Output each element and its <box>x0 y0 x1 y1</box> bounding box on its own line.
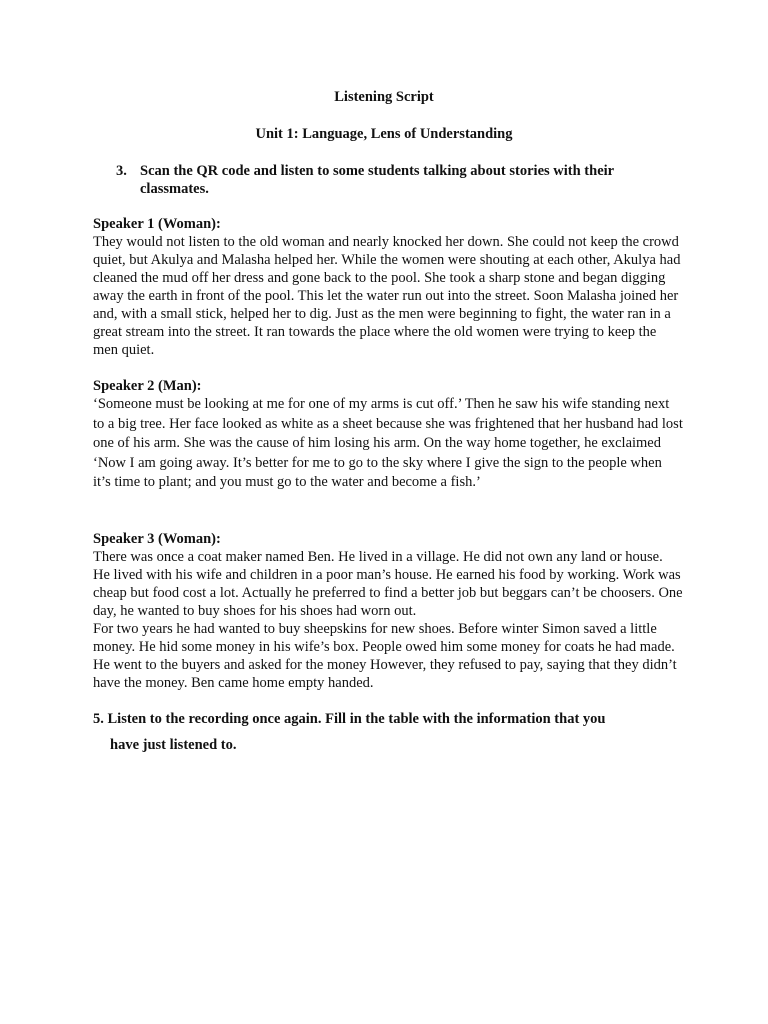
speaker-2-heading: Speaker 2 (Man): <box>93 378 202 394</box>
question-5 <box>93 706 683 758</box>
question-3-text: Scan the QR code and listen to some students talking about stories with their classmates. <box>140 163 614 197</box>
speaker-3-heading: Speaker 3 (Woman): <box>93 531 221 547</box>
speaker-3-section <box>93 530 683 692</box>
speaker-3-text-part-1: There was once a coat maker named Ben. He lived in a village. He did not own any land or house. He lived with his wife and children in a poor man’s house. He earned his food by working. Work was cheap but food cost a lot. Actually he preferred to find a better job but beggars can’t be choosers. One day, he wanted to buy shoes for his shoes had worn out. <box>93 549 683 619</box>
speaker-1-section <box>93 215 683 359</box>
speaker-3-text-part-2: For two years he had wanted to buy sheepskins for new shoes. Before winter Simon saved a little money. He hid some money in his wife’s box. People owed him some money for coats he had made. He went to the buyers and asked for the money However, they refused to pay, saying that they didn’t have the money. Ben came home empty handed. <box>93 621 677 691</box>
question-5-line-1: 5. Listen to the recording once again. Fill in the table with the information that you <box>93 711 606 727</box>
speaker-2-section <box>93 377 683 493</box>
question-3 <box>116 162 661 198</box>
speaker-1-text: They would not listen to the old woman and nearly knocked her down. She could not keep the crowd quiet, but Akulya and Malasha helped her. While the women were shouting at each other, Akulya had cleaned the mud off her dress and gone back to the pool. She took a sharp stone and began digging away the earth in front of the pool. This let the water run out into the street. Soon Malasha joined her and, with a small stick, helped her to dig. Just as the men were beginning to fight, the water ran in a great stream into the street. It ran towards the place where the old women were trying to keep the men quiet. <box>93 234 681 358</box>
question-5-line-2: have just listened to. <box>110 737 237 753</box>
speaker-2-text: ‘Someone must be looking at me for one of my arms is cut off.’ Then he saw his wife standing next to a big tree. Her face looked as white as a sheet because she was frightened that her husband had lost one of his arm. She was the cause of him losing his arm. On the way home together, he exclaimed ‘Now I am going away. It’s better for me to go to the sky where I give the sign to the people when it’s time to plant; and you must go to the water and become a fish.’ <box>93 396 683 491</box>
speaker-1-heading: Speaker 1 (Woman): <box>93 216 221 232</box>
question-3-number: 3. <box>116 163 127 179</box>
unit-heading: Unit 1: Language, Lens of Understanding <box>255 126 513 142</box>
page-title: Listening Script <box>334 89 434 105</box>
